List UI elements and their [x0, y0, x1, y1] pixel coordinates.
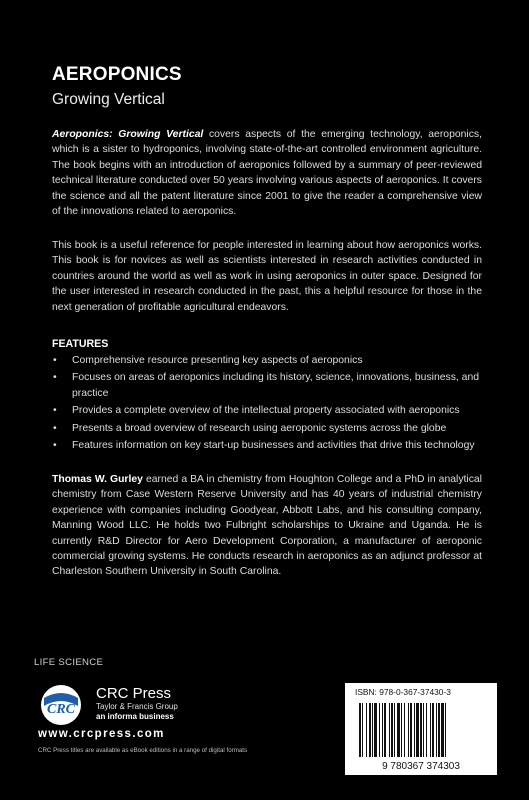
ebook-footnote: CRC Press titles are available as eBook editions in a range of digital formats	[38, 747, 248, 754]
barcode-bar	[382, 703, 383, 757]
book-subtitle: Growing Vertical	[52, 91, 165, 108]
barcode-bar	[430, 703, 431, 757]
barcode-bar	[372, 703, 373, 757]
barcode-bar	[384, 703, 386, 757]
author-bio	[52, 472, 482, 580]
barcode-bar	[394, 703, 395, 757]
publisher-tagline: an informa business	[96, 712, 174, 721]
book-title: AEROPONICS	[52, 64, 182, 85]
list-item	[52, 438, 482, 453]
barcode-bar	[445, 703, 446, 757]
feature-text: Provides a complete overview of the intellectual property associated with aeroponics	[72, 405, 460, 417]
crc-logo-text: CRC	[46, 702, 76, 717]
list-item	[52, 370, 482, 401]
feature-text: Presents a broad overview of research using aeroponic systems across the globe	[72, 422, 447, 434]
feature-text: Features information on key start-up businesses and activities that drive this technology	[72, 440, 475, 452]
barcode-bar	[401, 703, 402, 757]
barcode-bar	[391, 703, 393, 757]
crc-logo-icon	[40, 684, 82, 726]
bullet-icon: •	[53, 355, 57, 366]
barcode-bar	[410, 703, 412, 757]
barcode-bar	[438, 703, 440, 757]
list-item	[52, 403, 482, 418]
barcode-bar	[397, 703, 400, 757]
barcode-bar	[404, 703, 405, 757]
bullet-icon: •	[53, 440, 57, 452]
barcode-bar	[436, 703, 437, 757]
bullet-icon: •	[53, 372, 57, 384]
author-name: Thomas W. Gurley	[52, 474, 143, 485]
barcode-bar	[389, 703, 390, 757]
bullet-icon: •	[53, 422, 57, 434]
description-paragraph-2: This book is a useful reference for people interested in learning about how aeroponics works. This book is for novices as well as scientists interested in research activities conducted in countries around the world as well as work in using aeroponics in outer space. Designed for the user interested in research conducted in the past, this a helpful resource for those in the next generation of profitable agricultural endeavors.	[52, 240, 482, 313]
list-item	[52, 353, 482, 368]
feature-text: Comprehensive resource presenting key aspects of aeroponics	[72, 355, 363, 366]
barcode-digits: 9 780367 374303	[382, 761, 460, 771]
barcode-bar	[374, 703, 377, 757]
barcode-bar	[366, 703, 367, 757]
barcode-bar	[423, 703, 424, 757]
barcode-bar	[441, 703, 444, 757]
publisher-name: CRC Press	[96, 685, 172, 702]
isbn-label: ISBN: 978-0-367-37430-3	[355, 687, 451, 697]
list-item	[52, 421, 482, 436]
feature-text: Focuses on areas of aeroponics including its history, science, innovations, business, and practice	[72, 372, 479, 399]
barcode-bar	[432, 703, 434, 757]
barcode-bar	[408, 703, 409, 757]
isbn-barcode	[345, 683, 497, 775]
features-heading: FEATURES	[52, 338, 109, 350]
barcode-bar	[369, 703, 371, 757]
publisher-block	[96, 685, 178, 722]
description-paragraph-1	[52, 127, 482, 219]
barcode-bar	[420, 703, 422, 757]
category-label: LIFE SCIENCE	[34, 657, 104, 668]
barcode-bar	[379, 703, 380, 757]
barcode-bar	[426, 703, 427, 757]
barcode-bar	[362, 703, 363, 757]
features-list	[52, 353, 482, 455]
barcode-bar	[416, 703, 419, 757]
barcode-bar	[359, 703, 361, 757]
barcode-icon	[349, 701, 493, 771]
bullet-icon: •	[53, 405, 57, 417]
description-text-1: covers aspects of the emerging technology, aeroponics, which is a sister to hydroponics, involving state-of-the-art controlled environment agriculture. The book begins with an introduction of aeroponics followed by a summary of peer-reviewed technical literature conducted over 50 years involving various aspects of aeroponics. It covers the science and all the patent literature since 2001 to give the reader a comprehensive view of the innovations related to aeroponics.	[52, 129, 482, 218]
description-book-title: Aeroponics: Growing Vertical	[52, 129, 204, 140]
publisher-website[interactable]: www.crcpress.com	[38, 728, 165, 740]
publisher-group: Taylor & Francis Group	[96, 702, 178, 711]
barcode-bar	[414, 703, 415, 757]
author-bio-text: earned a BA in chemistry from Houghton College and a PhD in analytical chemistry from Case Western Reserve University and has 40 years of industrial chemistry experience with companies including Goodyear, Abbott Labs, and his consulting company, Manning Wood LLC. He holds two Fulbright scholarships to Ukraine and Uganda. He is currently R&D Director for Aero Development Corporation, a manufacturer of aeroponic commercial growing systems. He conducts research in aeroponics as an adjunct professor at Charleston Southern University in South Carolina.	[52, 474, 482, 578]
